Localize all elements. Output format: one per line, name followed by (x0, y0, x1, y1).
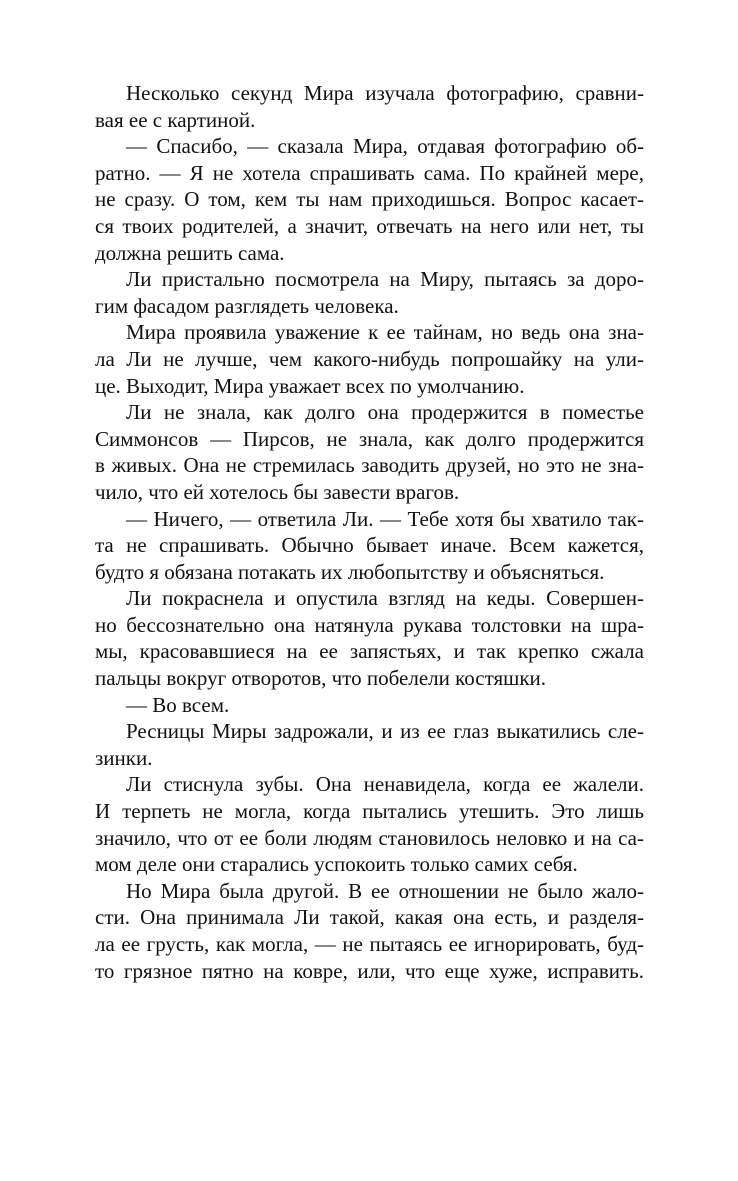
text-line: ся твоих родителей, а значит, отвечать на него или нет, ты (95, 213, 644, 238)
text-line: то грязное пятно на ковре, или, что еще хуже, исправить. (95, 958, 644, 983)
text-line: пальцы вокруг отворотов, что побелели костяшки. (95, 666, 547, 691)
text-line: гим фасадом разглядеть человека. (95, 293, 399, 318)
paragraph (95, 266, 644, 319)
text-line: мом деле они старались успокоить только самих себя. (95, 852, 578, 877)
text-line: зинки. (95, 745, 153, 770)
text-line: Ли стиснула зубы. Она ненавидела, когда ее жалели. (126, 772, 644, 797)
text-line: Но Мира была другой. В ее отношении не было жало- (126, 878, 644, 903)
paragraph (95, 878, 644, 984)
page-text-block (95, 80, 644, 984)
text-line: но бессознательно она натянула рукава толстовки на шра- (95, 612, 644, 637)
text-line: Мира проявила уважение к ее тайнам, но ведь она зна- (126, 320, 644, 345)
paragraph (95, 80, 644, 133)
text-line: Несколько секунд Мира изучала фотографию, сравни- (126, 81, 644, 105)
paragraph (95, 506, 644, 586)
paragraph (95, 133, 644, 266)
paragraph (95, 319, 644, 399)
text-line: Ли не знала, как долго она продержится в поместье (126, 400, 644, 425)
text-line: И терпеть не могла, когда пытались утешить. Это лишь (95, 799, 644, 824)
text-line: — Ничего, — ответила Ли. — Тебе хотя бы хватило так- (126, 506, 644, 531)
text-line: мы, красовавшиеся на ее запястьях, и так крепко сжала (95, 639, 644, 664)
text-line: Ли покраснела и опустила взгляд на кеды. Совершен- (126, 586, 644, 611)
text-line: Ли пристально посмотрела на Миру, пытаясь за доро- (126, 267, 644, 292)
text-line: значило, что от ее боли людям становилось неловко и на са- (95, 825, 644, 850)
paragraph (95, 771, 644, 877)
paragraph (95, 399, 644, 505)
text-line: це. Выходит, Мира уважает всех по умолчанию. (95, 373, 525, 398)
text-line: — Спасибо, — сказала Мира, отдавая фотографию об- (126, 134, 644, 159)
text-line: — Во всем. (126, 692, 230, 717)
paragraph (95, 585, 644, 691)
text-line: не сразу. О том, кем ты нам приходишься. Вопрос касает- (95, 187, 644, 212)
text-line: ла ее грусть, как могла, — не пытаясь ее игнорировать, буд- (95, 932, 644, 956)
text-line: чило, что ей хотелось бы завести врагов. (95, 479, 460, 504)
text-line: Симмонсов — Пирсов, не знала, как долго продержится (95, 426, 644, 451)
text-line: сти. Она принимала Ли такой, какая она есть, и разделя- (95, 905, 644, 930)
text-line: должна решить сама. (95, 240, 285, 265)
text-line: ратно. — Я не хотела спрашивать сама. По крайней мере, (95, 160, 644, 185)
text-line: ла Ли не лучше, чем какого-нибудь попрошайку на ули- (95, 346, 644, 371)
text-line: та не спрашивать. Обычно бывает иначе. Всем кажется, (95, 533, 644, 558)
paragraph (95, 718, 644, 771)
text-line: вая ее с картиной. (95, 107, 256, 132)
text-line: будто я обязана потакать их любопытству и объясняться. (95, 559, 605, 584)
paragraph (95, 692, 644, 719)
text-line: в живых. Она не стремилась заводить друзей, но это не зна- (95, 453, 644, 478)
text-line: Ресницы Миры задрожали, и из ее глаз выкатились сле- (126, 719, 644, 744)
